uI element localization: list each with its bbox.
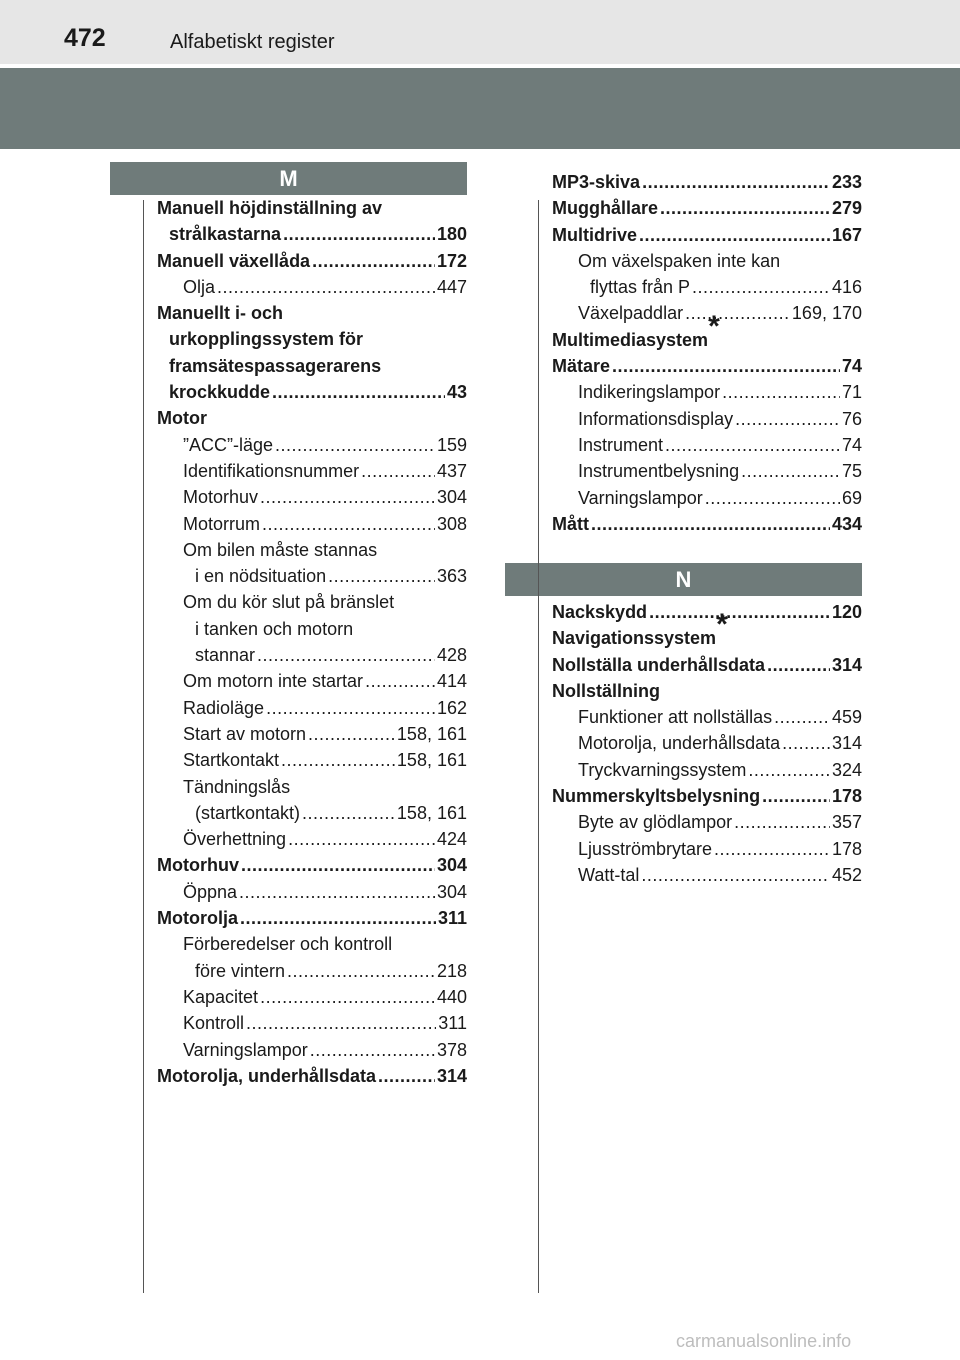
index-subentry: ”ACC”-läge ..... 159 — [157, 432, 467, 458]
index-entry: Manuell växellåda ..... 172 — [157, 248, 467, 274]
index-entry: Mått ..... 434 — [552, 511, 862, 537]
section-letter-m: M — [110, 162, 467, 195]
index-entry: framsätespassagerarens — [169, 355, 382, 376]
index-subentry: Om du kör slut på bränslet — [183, 592, 395, 613]
index-entry: Manuell höjdinställning av — [157, 198, 383, 218]
index-subentry: Ljusströmbrytare ..... 178 — [552, 836, 862, 862]
index-entry: Nackskydd ..... 120 — [552, 599, 862, 625]
index-subentry: Motorhuv ..... 304 — [157, 484, 467, 510]
index-entry: strålkastarna ..... 180 — [157, 221, 467, 247]
index-entry: Nollställa underhållsdata ..... 314 — [552, 652, 862, 678]
index-subentry: Funktioner att nollställas ..... 459 — [552, 704, 862, 730]
footnote-asterisk: * — [708, 309, 720, 343]
index-subentry: Watt-tal ..... 452 — [552, 862, 862, 888]
index-subentry: Instrumentbelysning ..... 75 — [552, 458, 862, 484]
index-subentry: Om motorn inte startar ..... 414 — [157, 668, 467, 694]
index-subentry: Varningslampor ..... 378 — [157, 1037, 467, 1063]
index-entry: krockkudde ..... 43 — [157, 379, 467, 405]
header-band — [0, 68, 960, 149]
index-subentry: i en nödsituation ..... 363 — [157, 563, 467, 589]
index-subentry: Växelpaddlar ..... 169, 170 — [552, 300, 862, 326]
index-subentry: Byte av glödlampor ..... 357 — [552, 809, 862, 835]
index-subentry: Identifikationsnummer ..... 437 — [157, 458, 467, 484]
index-subentry: Informationsdisplay ..... 76 — [552, 406, 862, 432]
index-subentry: Motorrum ..... 308 — [157, 511, 467, 537]
index-subentry: Tryckvarningssystem ..... 324 — [552, 757, 862, 783]
page-title: Alfabetiskt register — [170, 31, 335, 53]
index-subentry: före vintern ..... 218 — [157, 958, 467, 984]
index-subentry: Kapacitet ..... 440 — [157, 984, 467, 1010]
index-column-right-top — [552, 169, 862, 537]
index-entry: Multimediasystem* — [552, 309, 720, 350]
index-entry: urkopplingssystem för — [169, 329, 364, 350]
index-entry: Motorolja, underhållsdata ..... 314 — [157, 1063, 467, 1089]
index-subentry: Om bilen måste stannas — [183, 539, 378, 560]
index-subentry: i tanken och motorn — [195, 618, 354, 639]
footnote-asterisk: * — [716, 608, 728, 642]
index-subentry: Startkontakt ..... 158, 161 — [157, 747, 467, 773]
index-subentry: (startkontakt) ..... 158, 161 — [157, 800, 467, 826]
index-subentry: Öppna ..... 304 — [157, 879, 467, 905]
index-column-right-bottom — [552, 599, 862, 888]
index-subentry: Motorolja, underhållsdata ..... 314 — [552, 730, 862, 756]
index-entry: Motorolja ..... 311 — [157, 905, 467, 931]
index-entry: Nollställning — [552, 680, 660, 701]
index-entry: Multidrive ..... 167 — [552, 222, 862, 248]
index-entry: Navigationssystem* — [552, 608, 728, 649]
index-subentry: Olja ..... 447 — [157, 274, 467, 300]
index-subentry: Indikeringslampor ..... 71 — [552, 379, 862, 405]
index-subentry: Om växelspaken inte kan — [578, 250, 781, 271]
index-subentry: Kontroll ..... 311 — [157, 1010, 467, 1036]
index-entry: Motorhuv ..... 304 — [157, 852, 467, 878]
watermark: carmanualsonline.info — [676, 1331, 852, 1351]
column-divider-left — [143, 200, 144, 1293]
index-subentry: Instrument ..... 74 — [552, 432, 862, 458]
index-subentry: Varningslampor ..... 69 — [552, 485, 862, 511]
index-subentry: Förberedelser och kontroll — [183, 934, 393, 955]
index-subentry: Överhettning ..... 424 — [157, 826, 467, 852]
index-column-left — [157, 195, 467, 1089]
index-subentry: flyttas från P ..... 416 — [552, 274, 862, 300]
section-letter-n: N — [505, 563, 862, 596]
index-subentry: Tändningslås — [183, 776, 291, 797]
page-number: 472 — [64, 24, 106, 52]
index-subentry: stannar ..... 428 — [157, 642, 467, 668]
index-entry: MP3-skiva ..... 233 — [552, 169, 862, 195]
index-entry: Nummerskyltsbelysning ..... 178 — [552, 783, 862, 809]
page-header — [0, 0, 960, 64]
index-subentry: Start av motorn ..... 158, 161 — [157, 721, 467, 747]
column-divider-right — [538, 200, 539, 1293]
index-subentry: Radioläge ..... 162 — [157, 695, 467, 721]
index-entry: Mätare ..... 74 — [552, 353, 862, 379]
index-entry: Motor — [157, 408, 207, 429]
index-entry: Manuellt i- och — [157, 303, 283, 324]
index-entry: Mugghållare ..... 279 — [552, 195, 862, 221]
